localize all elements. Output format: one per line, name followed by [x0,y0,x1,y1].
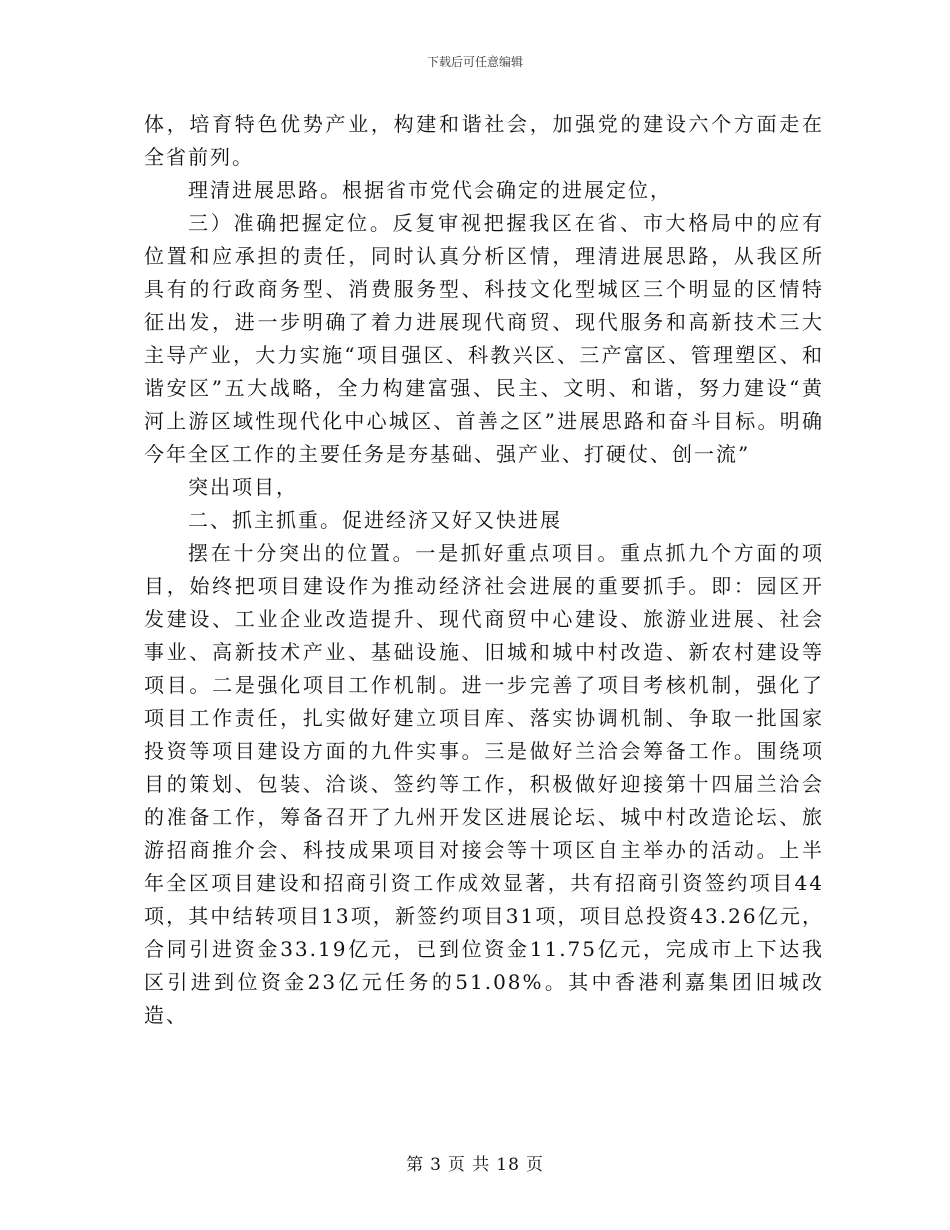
document-body [144,108,824,1032]
paragraph-6: 摆在十分突出的位置。一是抓好重点项目。重点抓九个方面的项目，始终把项目建设作为推动经济社会进展的重要抓手。即：园区开发建设、工业企业改造提升、现代商贸中心建设、旅游业进展、社会事业、高新技术产业、基础设施、旧城和城中村改造、新农村建设等项目。二是强化项目工作机制。进一步完善了项目考核机制，强化了项目工作责任，扎实做好建立项目库、落实协调机制、争取一批国家投资等项目建设方面的九件实事。三是做好兰洽会筹备工作。围绕项目的策划、包装、洽谈、签约等工作，积极做好迎接第十四届兰洽会的准备工作，筹备召开了九州开发区进展论坛、城中村改造论坛、旅游招商推介会、科技成果项目对接会等十项区自主举办的活动。上半年全区项目建设和招商引资工作成效显著，共有招商引资签约项目44项，其中结转项目13项，新签约项目31项，项目总投资43.26亿元，合同引进资金33.19亿元，已到位资金11.75亿元，完成市上下达我区引进到位资金23亿元任务的51.08%。其中香港利嘉集团旧城改造、 [144,541,824,1027]
footer-total-pages: 18 [496,1155,520,1175]
footer-suffix: 页 [525,1155,544,1175]
paragraph-5: 二、抓主抓重。促进经济又好又快进展 [188,508,562,532]
paragraph-4: 突出项目， [188,475,298,499]
paragraph-2: 理清进展思路。根据省市党代会确定的进展定位， [188,178,672,202]
footer-current-page: 3 [430,1155,442,1175]
footer-middle: 页 共 [447,1155,491,1175]
page-header: 下载后可任意编辑 [426,55,523,69]
footer-prefix: 第 [406,1155,425,1175]
paragraph-3: 三）准确把握定位。反复审视把握我区在省、市大格局中的应有位置和应承担的责任，同时认真分析区情，理清进展思路，从我区所具有的行政商务型、消费服务型、科技文化型城区三个明显的区情特征出发，进一步明确了着力进展现代商贸、现代服务和高新技术三大主导产业，大力实施“项目强区、科教兴区、三产富区、管理塑区、和谐安区”五大战略，全力构建富强、民主、文明、和谐，努力建设“黄河上游区域性现代化中心城区、首善之区”进展思路和奋斗目标。明确今年全区工作的主要任务是夯基础、强产业、打硬仗、创一流” [144,211,824,466]
page-number-footer [0,1154,950,1176]
paragraph-1: 体，培育特色优势产业，构建和谐社会，加强党的建设六个方面走在全省前列。 [144,112,824,169]
